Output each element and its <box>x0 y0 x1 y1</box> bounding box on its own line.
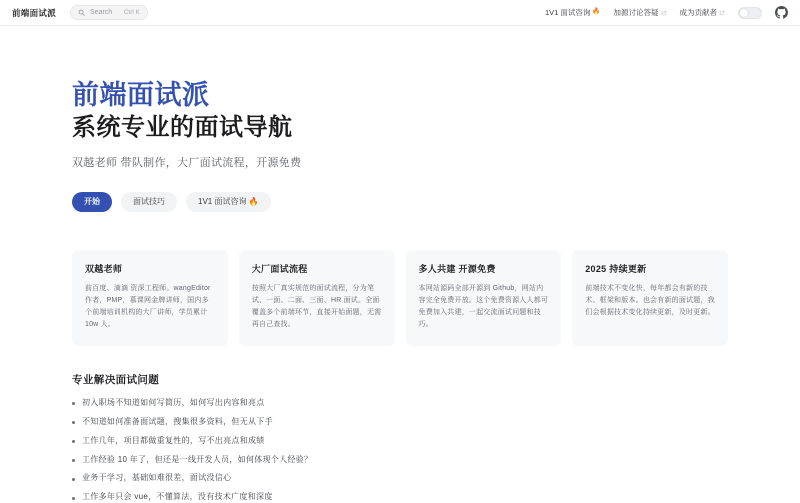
nav-link-contributor[interactable] <box>680 7 726 18</box>
hero-subtitle: 双越老师 带队制作，大厂面试流程，开源免费 <box>72 156 302 169</box>
list-item-text: 工作几年，项目都做重复性的，写不出亮点和成绩 <box>82 435 265 445</box>
list-item <box>72 398 728 408</box>
hero-title-primary: 前端面试派 <box>72 80 210 110</box>
list-item-text: 初入职场不知道如何写简历，如何写出内容和亮点 <box>82 397 265 407</box>
bullet-dot-icon <box>72 402 75 405</box>
list-item-text: 工作经验 10 年了，但还是一线开发人员，如何体现个人经验？ <box>82 454 313 464</box>
nav-link-group-label: 加源讨论答疑 <box>613 8 659 17</box>
interview-tips-button[interactable]: 面试技巧 <box>121 192 177 212</box>
external-link-icon <box>719 10 725 16</box>
search-input[interactable] <box>70 5 148 20</box>
feature-card-text: 按照大厂真实规范的面试流程，分为笔试、一面、二面、三面、HR 面试。全面覆盖多个前端环节，直接开始面题，无需再自己查找。 <box>251 284 382 328</box>
section-title: 专业解决面试问题 <box>72 373 160 386</box>
list-item <box>72 473 728 483</box>
feature-card-text: 前端技术不变化快，每年都会有新的技术、框架和版本。也会有新的面试题，我们会根据技术变化持续更新，及时更新。 <box>585 284 715 316</box>
feature-card-title: 大厂面试流程 <box>251 263 308 274</box>
feature-card-text: 本网站源码全部开源到 Github，网站内容完全免费开放。这个免费资源人人都可免费加入共建，一起交流面试问题和技巧。 <box>418 284 549 328</box>
bullet-dot-icon <box>72 459 75 462</box>
github-icon[interactable] <box>775 6 788 19</box>
main-content <box>0 26 800 503</box>
search-icon <box>78 9 85 16</box>
search-shortcut: Ctrl K <box>123 9 141 16</box>
theme-toggle-knob <box>740 9 748 17</box>
feature-card-text: 前百度、滴滴 资深工程师。wangEditor 作者，PMP，慕课网金牌讲师，国内多个前端培训机构的大厂讲师，学员累计 10w 人。 <box>85 284 211 328</box>
feature-card <box>406 250 562 346</box>
consult-button[interactable]: 1V1 面试咨询 🔥 <box>186 192 271 212</box>
feature-card <box>72 250 228 346</box>
search-placeholder: Search <box>90 9 113 16</box>
list-item <box>72 417 728 427</box>
top-navbar <box>0 0 800 26</box>
list-item-text: 工作多年只会 vue，不懂算法，没有技术广度和深度 <box>82 492 273 502</box>
list-item-text: 业务干学习，基础如难很差，面试没信心 <box>82 473 232 483</box>
hero-cta-row <box>72 192 728 212</box>
list-item-text: 不知道如何准备面试题，搜集很多资料，但无从下手 <box>82 416 273 426</box>
list-item <box>72 492 728 502</box>
bullet-dot-icon <box>72 497 75 500</box>
feature-card <box>572 250 728 346</box>
theme-toggle[interactable] <box>738 7 762 19</box>
bullet-dot-icon <box>72 421 75 424</box>
site-brand[interactable]: 前端面试派 <box>12 7 57 18</box>
hero-title-secondary: 系统专业的面试导航 <box>72 114 293 142</box>
navbar-right <box>545 6 788 19</box>
bullet-dot-icon <box>72 440 75 443</box>
external-link-icon <box>661 10 667 16</box>
list-item <box>72 436 728 446</box>
feature-card-title: 双越老师 <box>85 263 123 274</box>
feature-card <box>239 250 395 346</box>
nav-link-group[interactable] <box>614 7 667 18</box>
problem-list <box>72 398 728 503</box>
list-item <box>72 455 728 465</box>
fire-icon: 🔥 <box>592 8 601 16</box>
feature-card-title: 多人共建 开源免费 <box>418 263 496 274</box>
start-button[interactable]: 开始 <box>72 192 112 212</box>
nav-link-contributor-label: 成为贡献者 <box>679 8 717 17</box>
feature-card-title: 2025 持续更新 <box>585 263 647 274</box>
nav-link-consult-label: 1V1 面试咨询 <box>544 8 591 17</box>
nav-link-consult[interactable] <box>545 7 601 18</box>
hero-section <box>72 26 728 212</box>
feature-card-grid <box>72 250 728 346</box>
bullet-dot-icon <box>72 478 75 481</box>
